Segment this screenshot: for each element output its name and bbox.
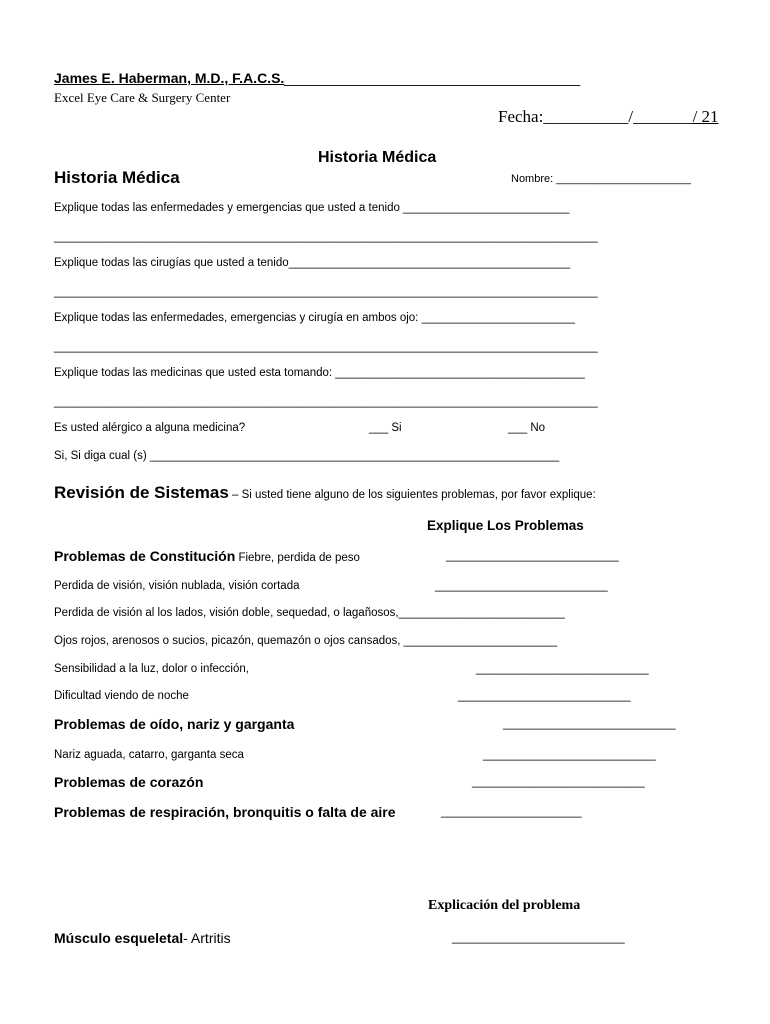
fecha-month-fill[interactable]: __________ — [543, 107, 629, 126]
nariz-label: Nariz aguada, catarro, garganta seca — [54, 749, 244, 761]
doctor-name — [54, 70, 580, 86]
review-title: Revisión de Sistemas — [54, 483, 229, 502]
doctor-name-text: James E. Haberman, M.D., F.A.C.S. — [54, 70, 285, 86]
nombre-field[interactable]: Nombre: ______________________ — [511, 173, 691, 185]
question-cual[interactable]: Si, Si diga cual (s) ________________________________________________________________ — [54, 450, 560, 462]
question-alergico: Es usted alérgico a alguna medicina? — [54, 422, 246, 434]
question-cirugias[interactable]: Explique todas las cirugías que usted a tenido____________________________________________ — [54, 257, 571, 269]
constitucion-row — [54, 548, 360, 566]
oido-title: Problemas de oído, nariz y garganta — [54, 716, 295, 732]
respiracion-title: Problemas de respiración, bronquitis o falta de aire — [54, 804, 396, 820]
fecha-separator: / — [628, 107, 634, 126]
answer-line-medicinas[interactable]: _____________________________________________________________________________________ — [54, 396, 598, 408]
corazon-title: Problemas de corazón — [54, 774, 204, 790]
musculo-desc: - Artritis — [183, 930, 231, 946]
question-enfermedades[interactable]: Explique todas las enfermedades y emergencias que usted a tenido __________________________ — [54, 202, 570, 214]
noche-line[interactable]: ___________________________ — [458, 690, 631, 702]
luz-line[interactable]: ___________________________ — [476, 663, 649, 675]
page-title: Historia Médica — [318, 149, 437, 166]
vision1-label: Perdida de visión, visión nublada, visión cortada — [54, 580, 300, 592]
explicacion-header: Explicación del problema — [428, 898, 581, 913]
musculo-title: Músculo esqueletal — [54, 930, 184, 946]
option-si[interactable]: ___ Si — [369, 422, 402, 434]
corazon-line[interactable]: ___________________________ — [472, 776, 645, 788]
nariz-line[interactable]: ___________________________ — [483, 749, 656, 761]
review-subtitle: – Si usted tiene alguno de los siguientes problemas, por favor explique: — [228, 489, 596, 501]
explain-header: Explique Los Problemas — [427, 518, 584, 533]
option-no[interactable]: ___ No — [508, 422, 546, 434]
musculo-line[interactable]: ___________________________ — [452, 932, 625, 944]
vision3-row[interactable]: Ojos rojos, arenosos o sucios, picazón, quemazón o ojos cansados, ________________________ — [54, 635, 558, 647]
section-title-historia: Historia Médica — [54, 168, 180, 187]
question-ojos[interactable]: Explique todas las enfermedades, emergencias y cirugía en ambos ojo: ________________________ — [54, 312, 576, 324]
oido-line[interactable]: ___________________________ — [503, 718, 676, 730]
answer-line-cirugias[interactable]: _____________________________________________________________________________________ — [54, 286, 598, 298]
constitucion-title: Problemas de Constitución — [54, 548, 236, 564]
vision2-row[interactable]: Perdida de visión al los lados, visión doble, sequedad, o lagañosos,__________________________ — [54, 607, 565, 619]
respiracion-line[interactable]: ______________________ — [441, 806, 582, 818]
luz-label: Sensibilidad a la luz, dolor o infección, — [54, 663, 249, 675]
fecha-day-fill[interactable]: _______ — [633, 107, 693, 126]
question-medicinas[interactable]: Explique todas las medicinas que usted esta tomando: _______________________________________ — [54, 367, 585, 379]
center-name: Excel Eye Care & Surgery Center — [54, 90, 231, 105]
vision1-line[interactable]: ___________________________ — [435, 580, 608, 592]
doctor-name-fill: ______________________________________ — [284, 70, 581, 86]
musculo-row — [54, 930, 231, 946]
constitucion-line[interactable]: ___________________________ — [446, 550, 619, 562]
constitucion-desc: Fiebre, perdida de peso — [235, 552, 360, 564]
answer-line-ojos[interactable]: _____________________________________________________________________________________ — [54, 341, 598, 353]
fecha-label: Fecha: — [498, 107, 544, 126]
fecha-year: / 21 — [692, 107, 719, 126]
answer-line-enfermedades[interactable]: _____________________________________________________________________________________ — [54, 231, 598, 243]
review-heading — [54, 483, 596, 503]
fecha-field[interactable] — [498, 107, 719, 127]
noche-label: Dificultad viendo de noche — [54, 690, 189, 702]
